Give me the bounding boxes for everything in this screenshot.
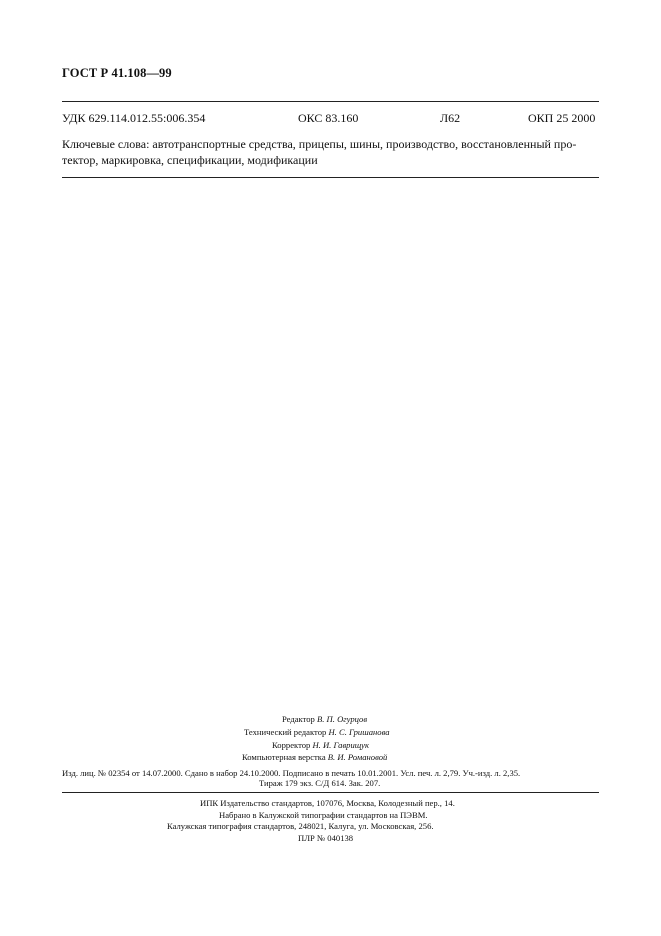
- standard-code: ГОСТ Р 41.108—99: [62, 66, 172, 80]
- udk-code: УДК 629.114.012.55:006.354: [62, 111, 206, 125]
- keywords-line-1: Ключевые слова: автотранспортные средства, прицепы, шины, производство, восстановленный про-: [62, 137, 577, 151]
- keywords-divider: [62, 177, 599, 178]
- publication-line-1: Изд. лиц. № 02354 от 14.07.2000. Сдано в набор 24.10.2000. Подписано в печать 10.01.2001. Усл. печ. л. 2,79. Уч.-изд. л. 2,35.: [62, 768, 521, 778]
- group-code: Л62: [440, 111, 461, 125]
- top-divider: [62, 101, 599, 102]
- credit-tech-editor: [244, 727, 390, 737]
- credit-layout-role: Компьютерная верстка: [242, 752, 326, 762]
- credit-layout: [242, 752, 387, 762]
- oks-code: ОКС 83.160: [298, 111, 359, 125]
- publication-divider: [62, 792, 599, 793]
- printing-line-4: ПЛР № 040138: [298, 833, 354, 843]
- credit-corrector-name: Н. И. Гаврищук: [312, 740, 369, 750]
- keywords-line-2: тектор, маркировка, спецификации, модификации: [62, 152, 318, 167]
- credit-layout-name: В. И. Романовой: [327, 752, 388, 762]
- printing-line-3: Калужская типография стандартов, 248021, Калуга, ул. Московская, 256.: [167, 821, 434, 831]
- printing-line-2: Набрано в Калужской типографии стандартов на ПЭВМ.: [219, 810, 428, 820]
- credit-corrector-role: Корректор: [272, 740, 311, 750]
- keywords-block: [62, 137, 599, 168]
- credit-editor-role: Редактор: [282, 714, 315, 724]
- credit-tech-editor-role: Технический редактор: [244, 727, 327, 737]
- credit-tech-editor-name: Н. С. Гришанова: [328, 727, 390, 737]
- printing-line-1: ИПК Издательство стандартов, 107076, Москва, Колодезный пер., 14.: [200, 798, 455, 808]
- publication-line-2: Тираж 179 экз. С/Д 614. Зак. 207.: [259, 778, 381, 788]
- credit-editor-name: В. П. Огурцов: [317, 714, 368, 724]
- credit-editor: [282, 714, 367, 724]
- credit-corrector: [272, 740, 369, 750]
- okp-code: ОКП 25 2000: [528, 111, 596, 125]
